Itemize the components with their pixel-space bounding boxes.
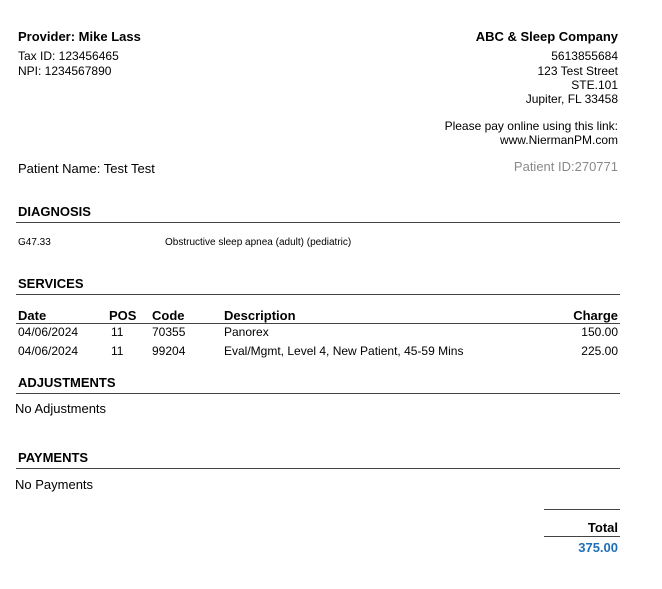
total-label: Total	[587, 520, 618, 535]
payments-heading: PAYMENTS	[18, 450, 89, 465]
company-suite: STE.101	[571, 78, 618, 92]
col-date: Date	[18, 308, 47, 323]
company-city: Jupiter, FL 33458	[525, 92, 618, 106]
provider-tax-id: Tax ID: 123456465	[18, 49, 119, 63]
diagnosis-code: G47.33	[18, 237, 51, 248]
service-description: Eval/Mgmt, Level 4, New Patient, 45-59 Mins	[224, 344, 464, 358]
col-charge: Charge	[573, 308, 618, 323]
service-date: 04/06/2024	[18, 344, 79, 358]
service-code: 99204	[152, 344, 186, 358]
patient-name: Patient Name: Test Test	[18, 161, 155, 176]
pay-online-text: Please pay online using this link:	[444, 119, 618, 133]
services-heading: SERVICES	[18, 276, 84, 291]
service-code: 70355	[152, 325, 186, 339]
company-street: 123 Test Street	[537, 64, 618, 78]
diagnosis-rule	[16, 222, 620, 223]
diagnosis-heading: DIAGNOSIS	[18, 204, 91, 219]
diagnosis-description: Obstructive sleep apnea (adult) (pediatric)	[165, 237, 352, 248]
company-phone: 5613855684	[551, 49, 618, 63]
adjustments-empty: No Adjustments	[15, 401, 107, 416]
patient-id: Patient ID:270771	[513, 159, 618, 174]
services-header-rule	[16, 323, 620, 324]
total-value: 375.00	[578, 540, 618, 555]
service-charge: 225.00	[581, 344, 618, 358]
pay-online-link[interactable]: www.NiermanPM.com	[499, 133, 618, 147]
service-pos: 11	[111, 344, 124, 358]
col-pos: POS	[109, 308, 137, 323]
service-date: 04/06/2024	[18, 325, 79, 339]
service-charge: 150.00	[581, 325, 618, 339]
provider-title: Provider: Mike Lass	[18, 29, 141, 44]
services-rule	[16, 294, 620, 295]
adjustments-heading: ADJUSTMENTS	[18, 375, 116, 390]
service-description: Panorex	[224, 325, 269, 339]
adjustments-rule	[16, 393, 620, 394]
company-name: ABC & Sleep Company	[475, 29, 618, 44]
col-description: Description	[224, 308, 296, 323]
provider-npi: NPI: 1234567890	[18, 64, 112, 78]
total-rule	[544, 536, 620, 537]
payments-empty: No Payments	[15, 477, 94, 492]
payments-rule	[16, 468, 620, 469]
col-code: Code	[152, 308, 185, 323]
total-top-rule	[544, 509, 620, 510]
service-pos: 11	[111, 325, 124, 339]
